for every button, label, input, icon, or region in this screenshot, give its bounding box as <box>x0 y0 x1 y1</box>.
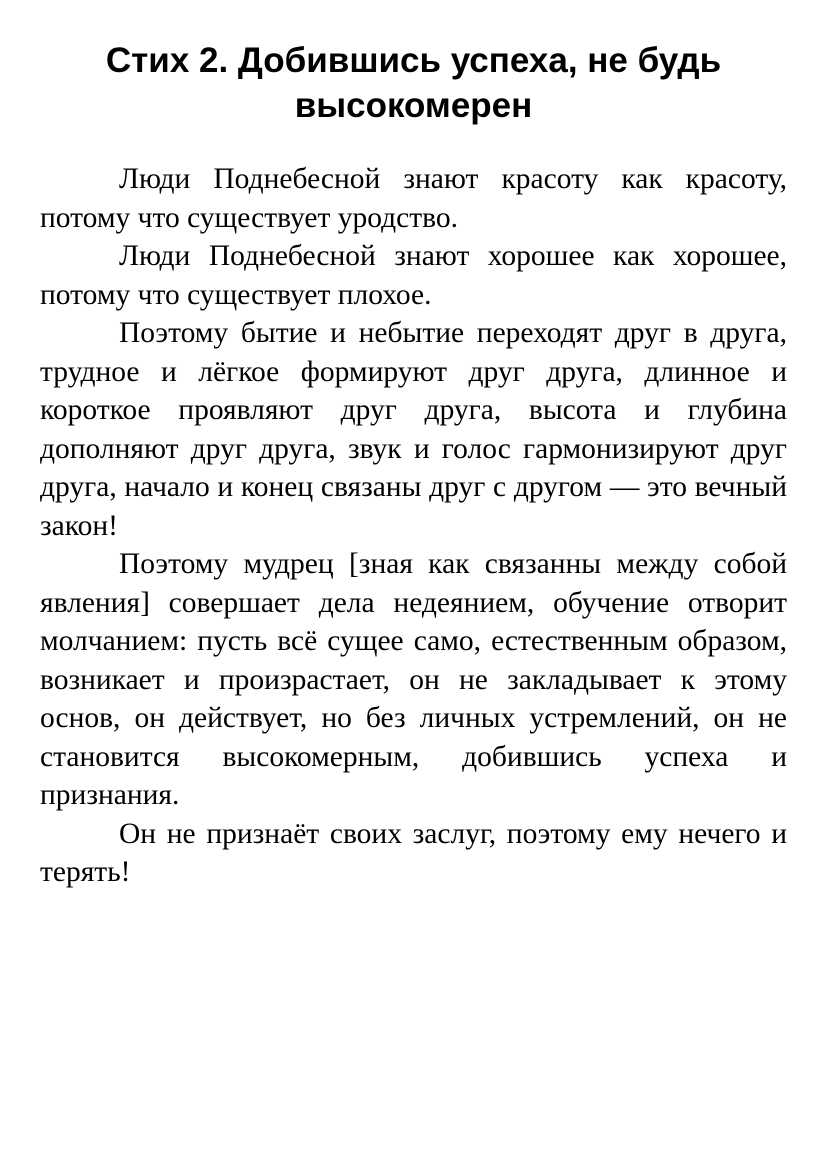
paragraph: Он не признаёт своих заслуг, поэтому ему нечего и терять! <box>40 817 787 888</box>
document-page <box>40 38 787 892</box>
document-body <box>40 160 787 892</box>
paragraph: Люди Поднебесной знают хорошее как хорошее, потому что существует плохое. <box>40 240 787 311</box>
paragraph: Поэтому мудрец [зная как связанны между собой явления] совершает дела недеянием, обучение отворит молчанием: пусть всё сущее само, естественным образом, возникает и произрастает, он не закладывает к этому основ, он действует, но без личных устремлений, он не становится высокомерным, добившись успеха и признания. <box>40 548 787 811</box>
page-title: Стих 2. Добившись успеха, не будь высокомерен <box>105 41 722 125</box>
paragraph: Люди Поднебесной знают красоту как красоту, потому что существует уродство. <box>40 163 787 234</box>
paragraph: Поэтому бытие и небытие переходят друг в друга, трудное и лёгкое формируют друг друга, длинное и короткое проявляют друг друга, высота и глубина дополняют друг друга, звук и голос гармонизируют друг друга, начало и конец связаны друг с другом — это вечный закон! <box>40 317 787 542</box>
